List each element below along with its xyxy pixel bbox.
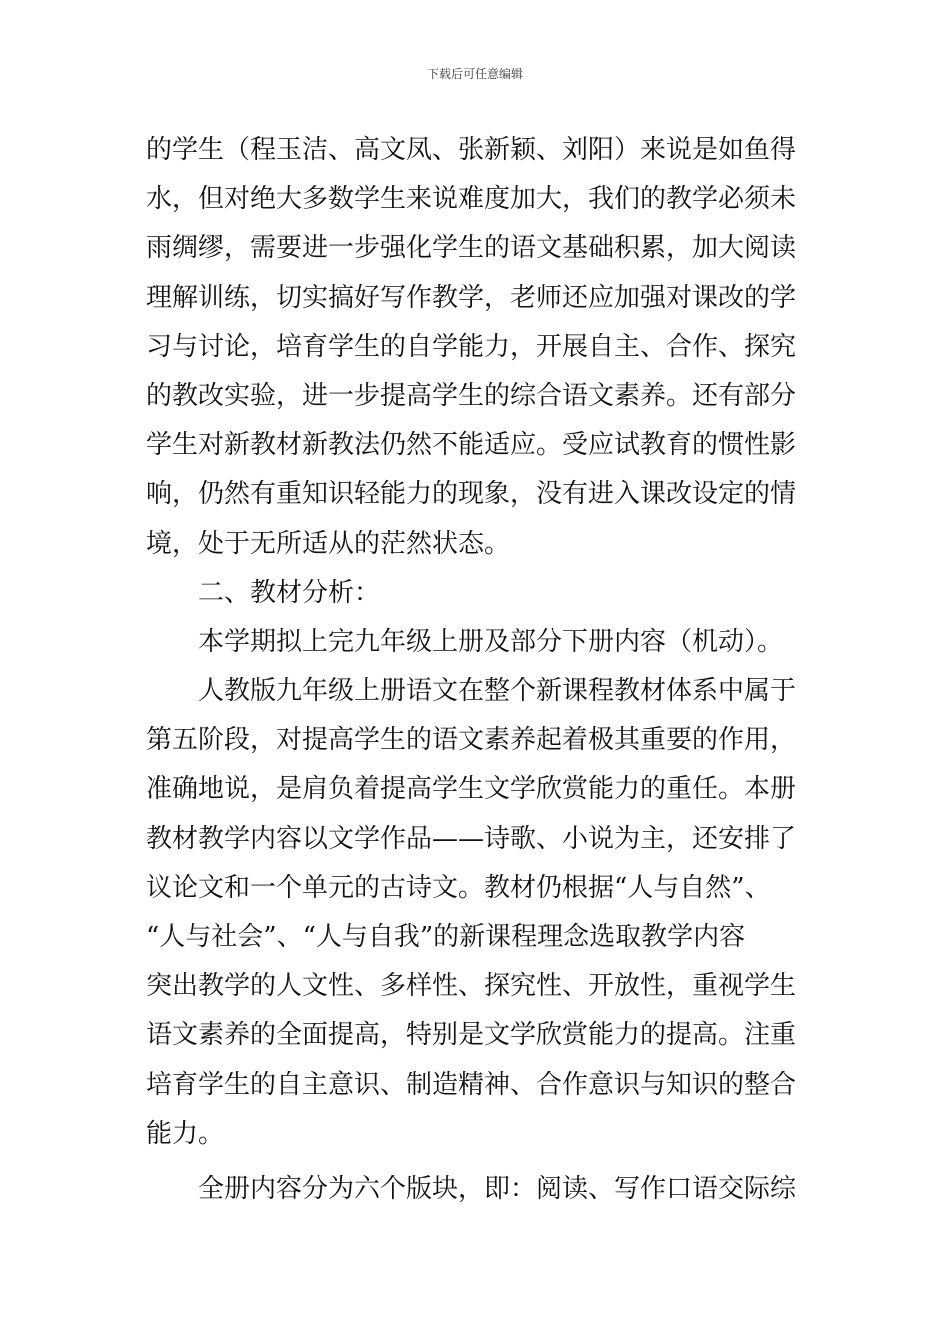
text-line: 的教改实验，进一步提高学生的综合语文素养。还有部分: [146, 380, 797, 411]
text-line: 习与讨论，培育学生的自学能力，开展自主、合作、探究: [146, 331, 797, 362]
text-line: 语文素养的全面提高，特别是文学欣赏能力的提高。注重: [146, 1020, 797, 1051]
text-line: 议论文和一个单元的古诗文。教材仍根据“人与自然”、: [146, 872, 771, 903]
text-line: 第五阶段，对提高学生的语文素养起着极其重要的作用，: [146, 725, 797, 756]
section-heading: 二、教材分析：: [146, 577, 381, 608]
body-text: [146, 126, 808, 1214]
text-line: 的学生（程玉洁、高文凤、张新颖、刘阳）来说是如鱼得: [146, 135, 797, 165]
text-line: 能力。: [146, 1118, 225, 1149]
text-line: 全册内容分为六个版块，即：阅读、写作口语交际综: [146, 1173, 797, 1204]
text-line: 教材教学内容以文学作品——诗歌、小说为主，还安排了: [146, 823, 797, 854]
text-line: 雨绸缪，需要进一步强化学生的语文基础积累，加大阅读: [146, 233, 797, 264]
text-line: 突出教学的人文性、多样性、探究性、开放性，重视学生: [146, 971, 797, 1002]
text-line: 培育学生的自主意识、制造精神、合作意识与知识的整合: [146, 1069, 797, 1100]
text-line: 理解训练，切实搞好写作教学，老师还应加强对课改的学: [146, 282, 797, 313]
text-line: 响，仍然有重知识轻能力的现象，没有进入课改设定的情: [146, 479, 797, 510]
text-line: 学生对新教材新教法仍然不能适应。受应试教育的惯性影: [146, 430, 797, 461]
text-line: “人与社会”、“人与自我”的新课程理念选取教学内容: [146, 922, 746, 952]
text-line: 人教版九年级上册语文在整个新课程教材体系中属于: [146, 676, 797, 707]
text-line: 水，但对绝大多数学生来说难度加大，我们的教学必须未: [146, 184, 797, 215]
page-header: 下载后可任意编辑: [426, 67, 523, 81]
text-line: 本学期拟上完九年级上册及部分下册内容（机动）。: [146, 626, 784, 657]
text-line: 境，处于无所适从的茫然状态。: [146, 528, 511, 559]
text-line: 准确地说，是肩负着提高学生文学欣赏能力的重任。本册: [146, 774, 797, 805]
